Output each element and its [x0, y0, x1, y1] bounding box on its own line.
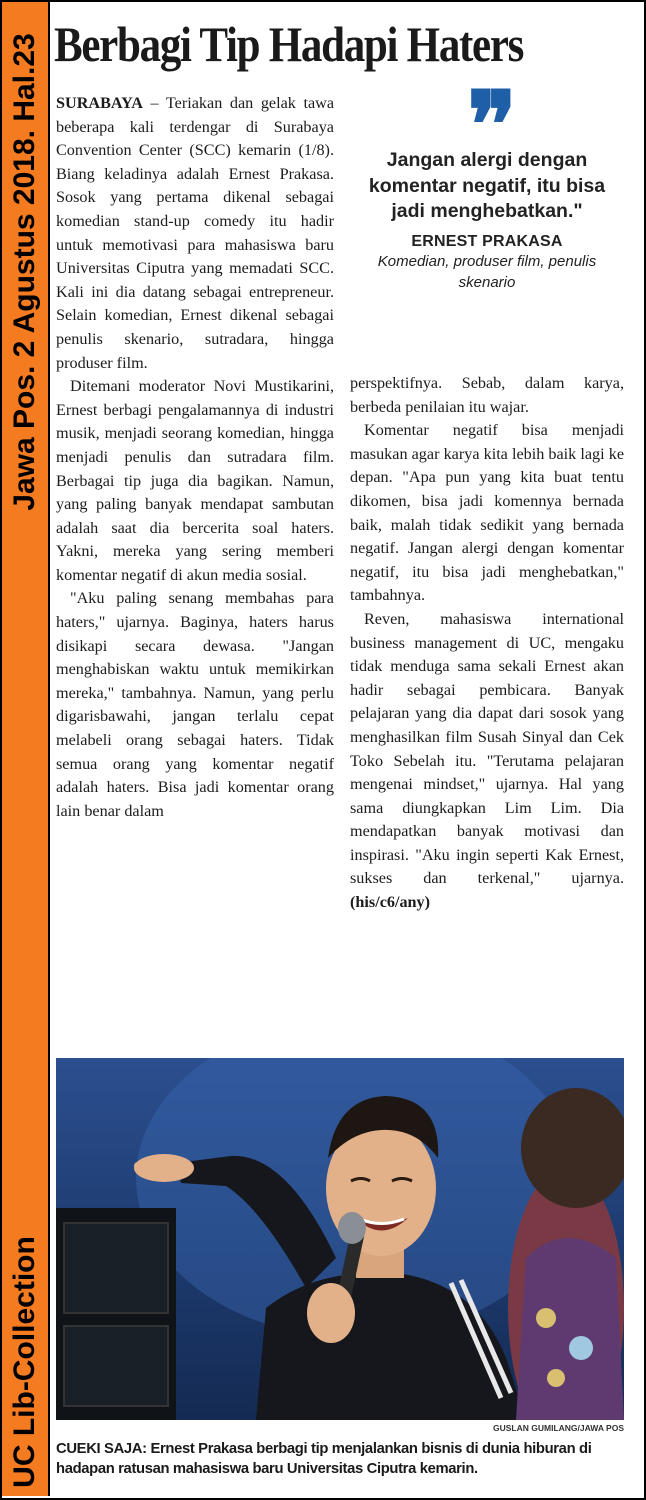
article-headline: Berbagi Tip Hadapi Haters: [54, 16, 524, 72]
paragraph-6: Reven, mahasiswa international business management di UC, mengaku tidak menduga sama sekali Ernest akan hadir sebagai pembicara. Banyak pelajaran yang dia dapat dari sosok yang menghasilkan film Susah Sinyal dan Cek Toko Sebelah itu. "Terutama pelajaran mengenai mindset," ujarnya. Hal yang sama diungkapkan Lim Lim. Dia mendapatkan banyak motivasi dan inspirasi. "Aku ingin seperti Kak Ernest, sukses dan terkenal," ujarnya. (his/c6/any): [350, 609, 624, 912]
article-column-1: [56, 92, 334, 823]
author-credit: (his/c6/any): [350, 893, 431, 912]
photo-credit: GUSLAN GUMILANG/JAWA POS: [493, 1423, 624, 1433]
collection-label: UC Lib-Collection: [8, 1236, 41, 1488]
article-photo: [56, 1058, 624, 1420]
quote-mark-icon: ❞: [467, 75, 517, 177]
paragraph-3: "Aku paling senang membahas para haters," ujarnya. Baginya, haters harus disikapi secara dewasa. "Jangan menghabiskan waktu untuk memikirkan mereka," tambahnya. Namun, yang perlu digarisbawahi, jangan terlalu cepat melabeli orang sebagai haters. Tidak semua orang yang komentar negatif adalah haters. Bisa jadi komentar orang lain benar dalam: [56, 589, 334, 820]
publication-label: Jawa Pos. 2 Agustus 2018. Hal.23: [8, 33, 41, 511]
paragraph-4: perspektifnya. Sebab, dalam karya, berbeda penilaian itu wajar.: [350, 374, 624, 416]
paragraph-2: Ditemani moderator Novi Mustikarini, Ernest berbagi pengalamannya di industri musik, menjadi seorang komedian, hingga menjadi penulis dan sutradara film. Berbagai tip juga dia bagikan. Namun, yang paling banyak mendapat sambutan adalah saat dia bercerita soal haters. Yakni, mereka yang sering memberi komentar negatif di akun media sosial.: [56, 377, 334, 584]
photo-caption: CUEKI SAJA: Ernest Prakasa berbagi tip menjalankan bisnis di dunia hiburan di hadapan ratusan mahasiswa baru Universitas Ciputra kemarin.: [56, 1441, 592, 1477]
quote-role: Komedian, produser film, penulis skenario: [377, 252, 597, 291]
quote-author: ERNEST PRAKASA: [411, 232, 563, 250]
quote-text: Jangan alergi dengan komentar negatif, itu bisa jadi menghebatkan.": [368, 149, 606, 222]
stage-photo-illustration: [56, 1058, 624, 1420]
pull-quote: [350, 75, 624, 293]
article-column-2: [350, 372, 624, 915]
paragraph-1: SURABAYA – Teriakan dan gelak tawa beberapa kali terdengar di Surabaya Convention Center (SCC) kemarin (1/8). Biang keladinya adalah Ernest Prakasa. Sosok yang pertama dikenal sebagai komedian stand-up comedy itu hadir untuk memotivasi para mahasiswa baru Universitas Ciputra yang memadati SCC. Kali ini dia datang sebagai entrepreneur. Selain komedian, Ernest dikenal sebagai penulis skenario, sutradara, hingga produser film.: [56, 94, 334, 372]
dateline: SURABAYA: [56, 94, 143, 112]
paragraph-5: Komentar negatif bisa menjadi masukan agar karya kita lebih baik lagi ke depan. "Apa pun yang kita buat tentu dikomen, bisa jadi komennya bernada baik, malah tidak sedikit yang bernada negatif. Jangan alergi dengan komentar negatif, itu bisa jadi menghebatkan," tambahnya.: [350, 421, 624, 605]
archive-sidebar: [2, 2, 50, 1496]
